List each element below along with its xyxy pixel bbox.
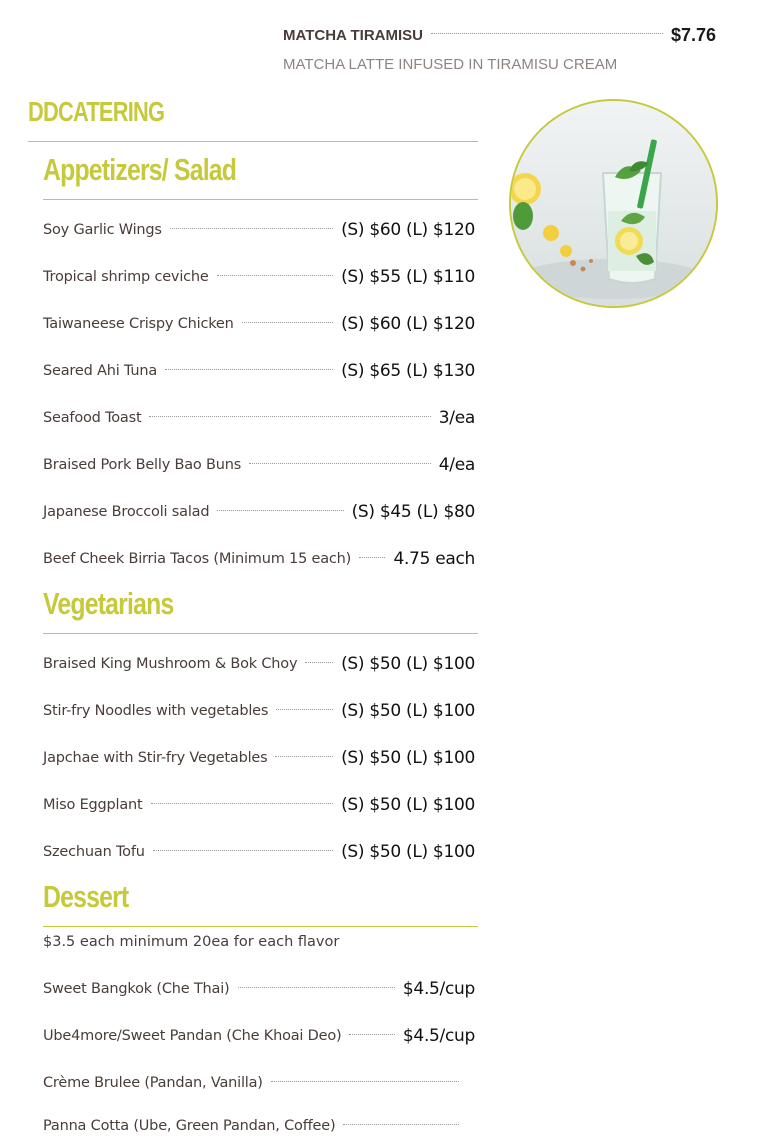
menu-item-name: Braised Pork Belly Bao Buns — [43, 457, 242, 473]
menu-item-price: (S) $60 (L) $120 — [341, 314, 475, 334]
dessert-note: $3.5 each minimum 20ea for each flavor — [43, 934, 340, 950]
menu-item-price: (S) $45 (L) $80 — [351, 502, 475, 522]
section-divider-dessert — [43, 926, 478, 927]
menu-item-name: Seafood Toast — [43, 410, 142, 426]
menu-item-price: 4/ea — [438, 455, 475, 475]
menu-item-price: (S) $50 (L) $100 — [341, 842, 475, 862]
dot-leader — [271, 1081, 459, 1082]
featured-item-description: MATCHA LATTE INFUSED IN TIRAMISU CREAM — [283, 56, 618, 73]
menu-item-price: (S) $55 (L) $110 — [341, 267, 475, 287]
menu-item — [43, 500, 475, 524]
dot-leader — [349, 1034, 394, 1035]
dot-leader — [343, 1124, 459, 1125]
menu-item-name: Szechuan Tofu — [43, 844, 145, 860]
menu-item — [43, 265, 475, 289]
dot-leader — [305, 662, 333, 663]
dot-leader — [153, 850, 333, 851]
menu-item — [43, 547, 475, 571]
dot-leader — [165, 369, 333, 370]
menu-item-price: (S) $50 (L) $100 — [341, 701, 475, 721]
menu-item — [43, 1024, 475, 1048]
menu-item — [43, 840, 475, 864]
menu-item-price: (S) $50 (L) $100 — [341, 748, 475, 768]
menu-item — [43, 1114, 467, 1138]
dot-leader — [249, 463, 431, 464]
featured-item-name: MATCHA TIRAMISU — [283, 26, 423, 44]
featured-item-row — [283, 24, 716, 46]
section-title-dessert: Dessert — [43, 879, 129, 914]
dot-leader — [217, 275, 333, 276]
dot-leader — [276, 709, 333, 710]
menu-item-price: 3/ea — [438, 408, 475, 428]
menu-item-price: (S) $65 (L) $130 — [341, 361, 475, 381]
menu-item — [43, 312, 475, 336]
menu-item — [43, 406, 475, 430]
menu-item-name: Crème Brulee (Pandan, Vanilla) — [43, 1075, 263, 1091]
menu-item-name: Japchae with Stir-fry Vegetables — [43, 750, 268, 766]
section-divider-vegetarians — [43, 633, 478, 634]
drink-illustration-icon — [511, 101, 716, 306]
menu-item-price: (S) $60 (L) $120 — [341, 220, 475, 240]
menu-item-name: Sweet Bangkok (Che Thai) — [43, 981, 230, 997]
menu-item — [43, 453, 475, 477]
featured-item — [283, 24, 716, 73]
menu-item-name: Seared Ahi Tuna — [43, 363, 158, 379]
dot-leader — [149, 416, 430, 417]
menu-item-price: $4.5/cup — [402, 979, 475, 999]
menu-item-price: 4.75 each — [393, 549, 475, 569]
section-divider-appetizers — [43, 199, 478, 200]
dot-leader — [275, 756, 333, 757]
menu-item — [43, 359, 475, 383]
dot-leader — [170, 228, 333, 229]
menu-item-price: $4.5/cup — [402, 1026, 475, 1046]
menu-item-name: Ube4more/Sweet Pandan (Che Khoai Deo) — [43, 1028, 342, 1044]
menu-item-name: Japanese Broccoli salad — [43, 504, 210, 520]
menu-item-name: Taiwaneese Crispy Chicken — [43, 316, 234, 332]
brand-divider — [28, 141, 478, 142]
menu-item-name: Beef Cheek Birria Tacos (Minimum 15 each) — [43, 551, 352, 567]
dot-leader — [359, 557, 385, 558]
dot-leader — [217, 510, 343, 511]
menu-item — [43, 793, 475, 817]
dot-leader — [238, 987, 395, 988]
menu-item-name: Tropical shrimp ceviche — [43, 269, 209, 285]
menu-item-name: Miso Eggplant — [43, 797, 143, 813]
menu-item — [43, 218, 475, 242]
menu-item — [43, 977, 475, 1001]
menu-item — [43, 1071, 467, 1095]
menu-item-name: Stir-fry Noodles with vegetables — [43, 703, 269, 719]
section-title-appetizers: Appetizers/ Salad — [43, 152, 237, 187]
menu-item-name: Panna Cotta (Ube, Green Pandan, Coffee) — [43, 1118, 336, 1134]
menu-item-name: Braised King Mushroom & Bok Choy — [43, 656, 298, 672]
menu-item-price: (S) $50 (L) $100 — [341, 654, 475, 674]
menu-item — [43, 746, 475, 770]
mojito-drink-photo-icon — [509, 99, 718, 308]
dot-leader — [242, 322, 333, 323]
section-title-vegetarians: Vegetarians — [43, 586, 174, 621]
menu-item — [43, 699, 475, 723]
menu-item-price: (S) $50 (L) $100 — [341, 795, 475, 815]
brand-title: DDCATERING — [28, 96, 165, 127]
menu-item — [43, 652, 475, 676]
dot-leader — [151, 803, 334, 804]
menu-item-name: Soy Garlic Wings — [43, 222, 162, 238]
featured-item-price: $7.76 — [670, 24, 716, 45]
dot-leader — [431, 33, 663, 34]
